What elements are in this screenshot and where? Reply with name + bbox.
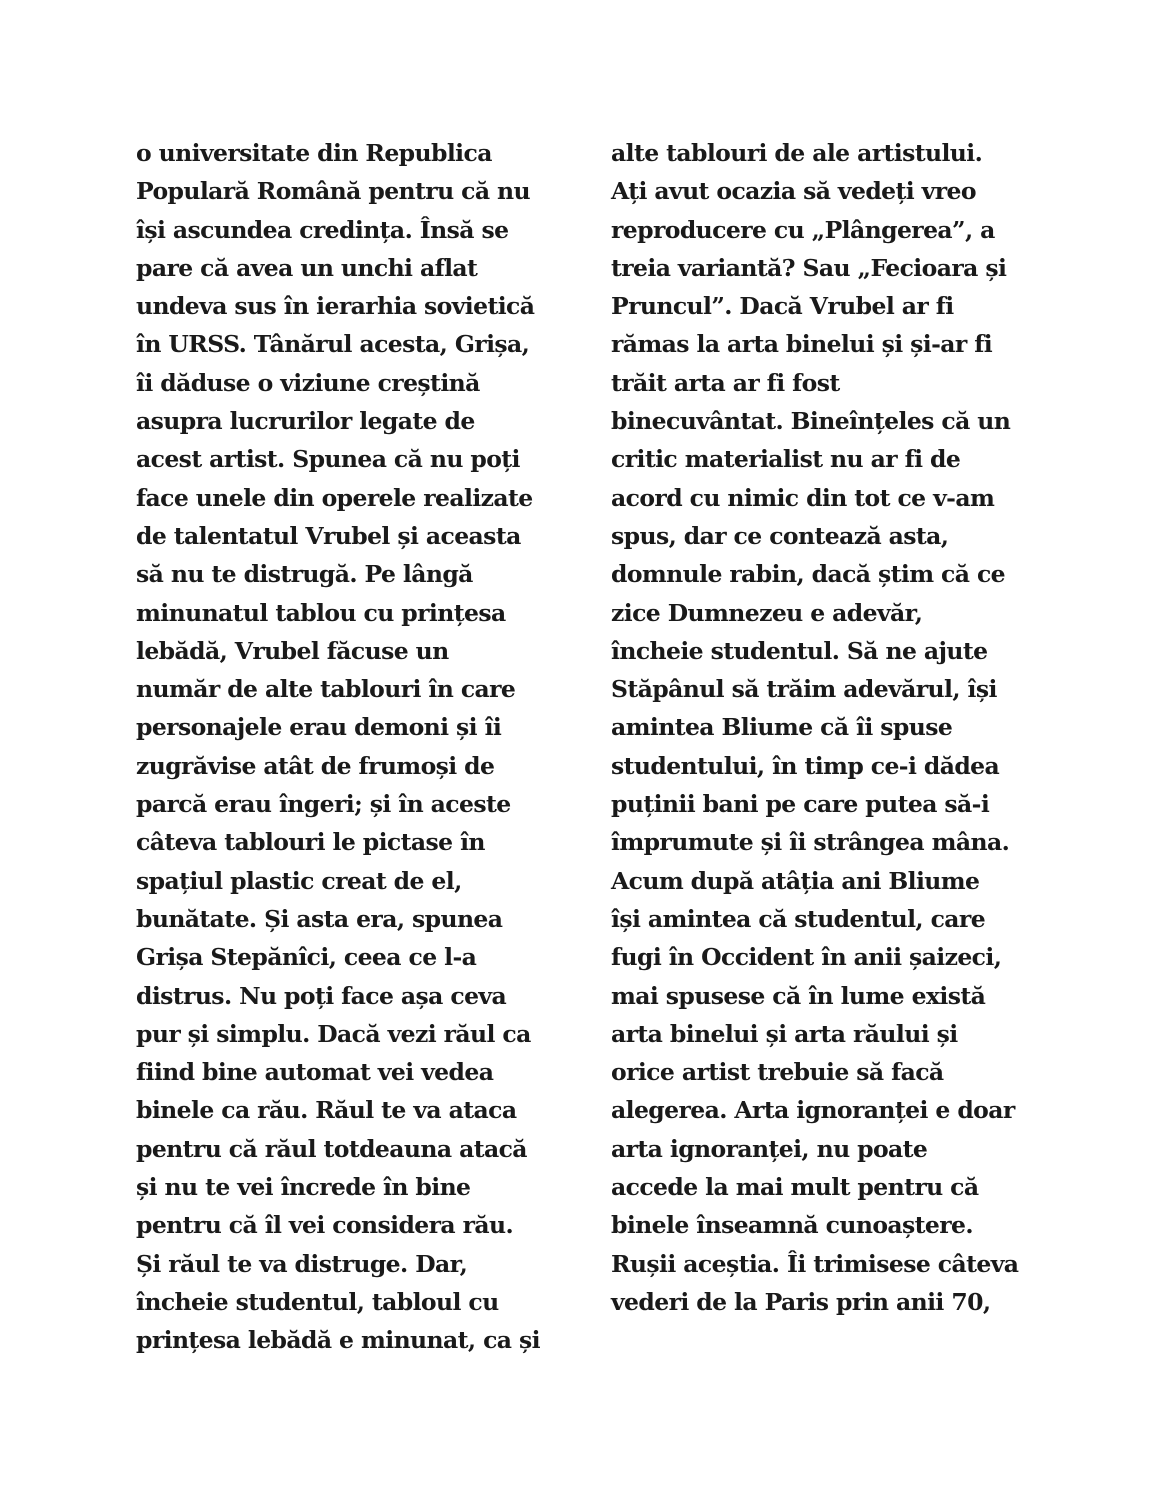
- text-line: de talentatul Vrubel și aceasta: [136, 521, 521, 550]
- text-line: spus, dar ce contează asta,: [611, 521, 949, 550]
- text-line: număr de alte tablouri în care: [136, 675, 516, 704]
- text-column-right: [611, 134, 1041, 1321]
- text-line: binele ca rău. Răul te va ataca: [136, 1096, 517, 1125]
- text-line: reproducere cu „Plângerea”, a: [611, 215, 995, 244]
- text-line: Acum după atâția ani Bliume: [611, 866, 980, 895]
- text-line: amintea Bliume că îi spuse: [611, 713, 953, 742]
- text-line: împrumute și îi strângea mâna.: [611, 828, 1010, 857]
- text-line: pur și simplu. Dacă vezi răul ca: [136, 1019, 531, 1048]
- text-line: lebădă, Vrubel făcuse un: [136, 636, 449, 665]
- text-line: își ascundea credința. Însă se: [136, 215, 509, 244]
- text-line: o universitate din Republica: [136, 139, 492, 167]
- text-line: să nu te distrugă. Pe lângă: [136, 560, 473, 589]
- text-line: parcă erau îngeri; și în aceste: [136, 790, 511, 819]
- text-line: pare că avea un unchi aflat: [136, 253, 478, 282]
- text-line: încheie studentul. Să ne ajute: [611, 636, 988, 665]
- text-line: îi dăduse o viziune creștină: [136, 368, 480, 397]
- text-line: Pruncul”. Dacă Vrubel ar fi: [611, 292, 954, 321]
- text-line: și nu te vei încrede în bine: [136, 1173, 471, 1202]
- text-line: acord cu nimic din tot ce v-am: [611, 483, 995, 512]
- text-line: binele înseamnă cunoaștere.: [611, 1211, 973, 1240]
- text-line: pentru că răul totdeauna atacă: [136, 1134, 527, 1163]
- text-line: mai spusese că în lume există: [611, 981, 986, 1010]
- text-line: distrus. Nu poți face așa ceva: [136, 981, 507, 1010]
- text-line: arta ignoranței, nu poate: [611, 1134, 928, 1163]
- text-line: face unele din operele realizate: [136, 483, 533, 512]
- text-line: personajele erau demoni și îi: [136, 713, 502, 742]
- text-line: zice Dumnezeu e adevăr,: [611, 598, 923, 627]
- text-line: fiind bine automat vei vedea: [136, 1058, 494, 1087]
- text-line: treia variantă? Sau „Fecioara și: [611, 253, 1007, 282]
- text-line: își amintea că studentul, care: [611, 904, 986, 933]
- text-line: arta binelui și arta răului și: [611, 1019, 958, 1048]
- text-line: undeva sus în ierarhia sovietică: [136, 292, 535, 321]
- text-line: domnule rabin, dacă știm că ce: [611, 560, 1006, 589]
- text-line: trăit arta ar fi fost: [611, 368, 840, 397]
- text-line: Rușii aceștia. Îi trimisese câteva: [611, 1249, 1019, 1278]
- text-line: Stăpânul să trăim adevărul, își: [611, 675, 997, 704]
- text-line: minunatul tablou cu prințesa: [136, 598, 506, 627]
- text-line: Populară Română pentru că nu: [136, 177, 531, 206]
- text-line: asupra lucrurilor legate de: [136, 407, 475, 436]
- text-line: spațiul plastic creat de el,: [136, 866, 462, 895]
- text-line: alte tablouri de ale artistului.: [611, 139, 983, 167]
- text-line: alegerea. Arta ignoranței e doar: [611, 1096, 1015, 1125]
- text-line: pentru că îl vei considera rău.: [136, 1211, 514, 1240]
- text-line: accede la mai mult pentru că: [611, 1173, 979, 1202]
- text-line: prințesa lebădă e minunat, ca și: [136, 1326, 540, 1355]
- text-line: zugrăvise atât de frumoși de: [136, 751, 495, 780]
- text-line: critic materialist nu ar fi de: [611, 445, 961, 474]
- text-line: rămas la arta binelui și și-ar fi: [611, 330, 993, 359]
- text-line: Și răul te va distruge. Dar,: [136, 1249, 468, 1278]
- text-line: Grișa Stepănîci, ceea ce l-a: [136, 943, 477, 972]
- text-line: binecuvântat. Bineînțeles că un: [611, 407, 1011, 436]
- text-line: studentului, în timp ce-i dădea: [611, 751, 1000, 780]
- text-line: bunătate. Și asta era, spunea: [136, 904, 503, 933]
- text-line: Ați avut ocazia să vedeți vreo: [611, 177, 976, 206]
- text-line: acest artist. Spunea că nu poți: [136, 445, 520, 474]
- text-line: fugi în Occident în anii șaizeci,: [611, 943, 1002, 972]
- text-column-left: [136, 134, 566, 1360]
- text-line: în URSS. Tânărul acesta, Grișa,: [136, 330, 530, 359]
- text-line: încheie studentul, tabloul cu: [136, 1287, 499, 1316]
- text-line: vederi de la Paris prin anii 70,: [611, 1287, 991, 1316]
- text-line: orice artist trebuie să facă: [611, 1058, 944, 1087]
- text-line: puținii bani pe care putea să-i: [611, 790, 990, 819]
- text-line: câteva tablouri le pictase în: [136, 828, 485, 857]
